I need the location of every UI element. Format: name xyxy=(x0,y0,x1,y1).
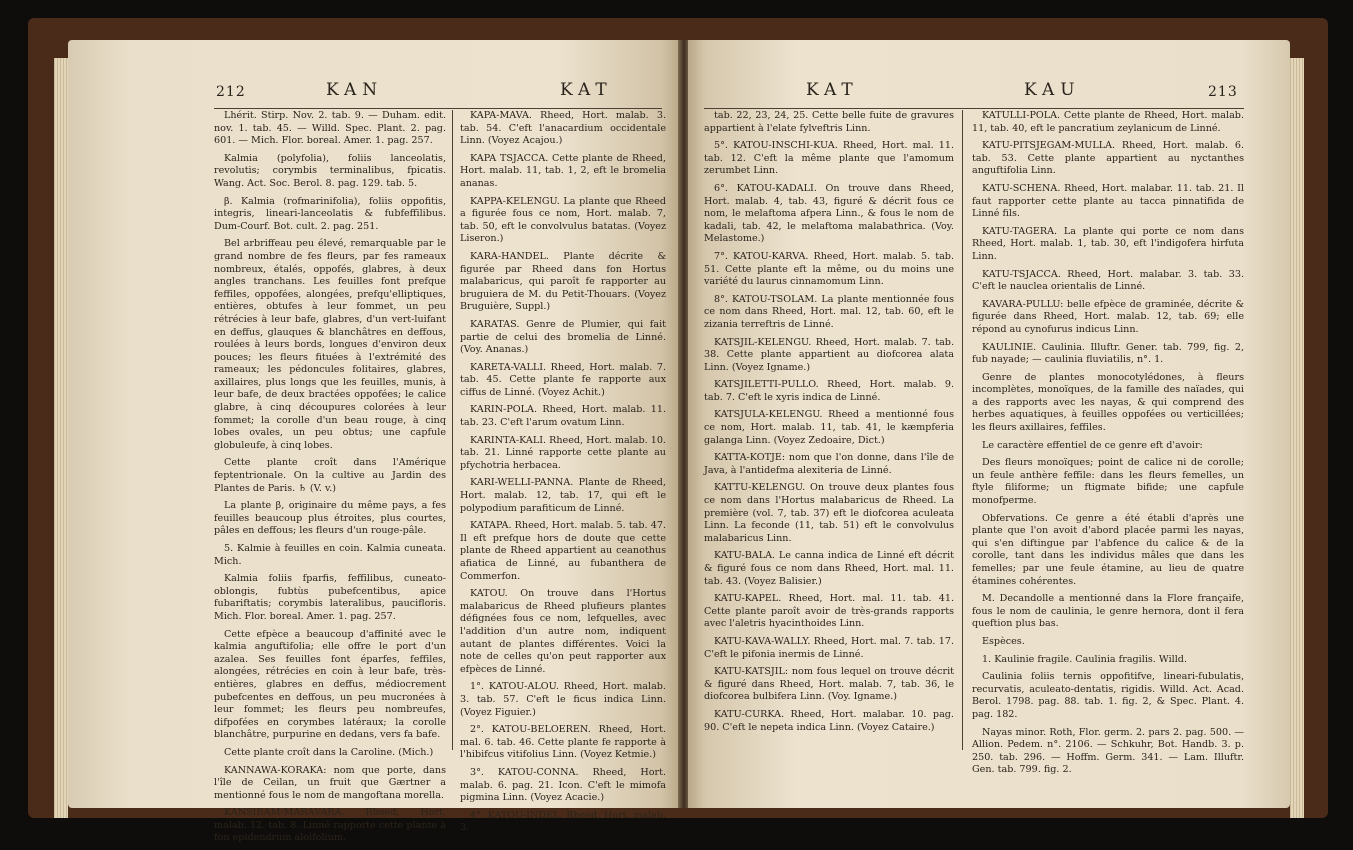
text-paragraph: KATSJULA-KELENGU. Rheed a mentionné fous ce nom, Hort. malab. 11, tab. 41, le kæmpferia galanga Linn. (Voyez Zedoaire, Dict.) xyxy=(704,409,954,446)
text-paragraph: Caulinia foliis ternis oppofitifve, lineari-fubulatis, recurvatis, aculeato-dentatis, rigidis. Willd. Act. Acad. Berol. 1798. pag. 88. tab. 1. fig. 2, & Spec. Plant. 4. pag. 182. xyxy=(972,671,1244,720)
text-paragraph: KATULLI-POLA. Cette plante de Rheed, Hort. malab. 11, tab. 40, eft le pancratium zeylanicum de Linné. xyxy=(972,110,1244,134)
text-paragraph: Le caractère effentiel de ce genre eft d'avoir: xyxy=(982,439,1203,451)
header-word-right: KAU xyxy=(1024,80,1081,100)
text-paragraph: KATU-TAGERA. La plante qui porte ce nom dans Rheed, Hort. malab. 1, tab. 30, eft l'indigofera hirfuta Linn. xyxy=(972,225,1244,262)
page-number-left: 212 xyxy=(216,84,246,100)
text-paragraph: Cette plante croît dans la Caroline. (Mich.) xyxy=(224,746,434,758)
text-paragraph: 8°. KATOU-TSOLAM. La plante mentionnée fous ce nom dans Rheed, Hort. mal. 12, tab. 60, eft le zizania terreftris de Linné. xyxy=(704,293,954,330)
text-paragraph: Obfervations. Ce genre a été établi d'après une plante que l'on avoit d'abord placée parmi les nayas, qui s'en diftingue par l'abfence du calice & de la corolle, tant dans les individus mâles que dans les femelles; par une feule étamine, au lieu de quatre étamines cohérentes. xyxy=(972,512,1244,587)
left-page-edges xyxy=(54,58,68,818)
left-page-column-1 xyxy=(214,110,446,850)
text-paragraph: KANNAWA-KORAKA: nom que porte, dans l'île de Ceilan, un fruit que Gærtner a mentionné fous le nom de mangoftana morella. xyxy=(214,764,446,801)
text-paragraph: KATU-SCHENA. Rheed, Hort. malabar. 11. tab. 21. Il faut rapporter cette plante au tacca pinnatifida de Linné fils. xyxy=(972,182,1244,220)
text-paragraph: Cette plante croît dans l'Amérique feptentrionale. On la cultive au Jardin des Plantes de Paris. ♄ (V. v.) xyxy=(214,457,446,494)
text-paragraph: KATSJILETTI-PULLO. Rheed, Hort. malab. 9. tab. 7. C'eft le xyris indica de Linné. xyxy=(704,379,954,403)
text-paragraph: 7°. KATOU-KARVA. Rheed, Hort. malab. 5. tab. 51. Cette plante eft la même, ou du moins une variété du laurus cinnamomum Linn. xyxy=(704,250,954,288)
text-paragraph: KATOU. On trouve dans l'Hortus malabaricus de Rheed plufieurs plantes défignées fous ce nom, lefquelles, avec l'addition d'un autre nom, indiquent autant de plantes différentes. Voici la note de celles qu'on peut rapporter aux efpèces de Linné. xyxy=(460,588,666,675)
text-paragraph: KARINTA-KALI. Rheed, Hort. malab. 10. tab. 21. Linné rapporte cette plante au pfychotria herbacea. xyxy=(460,434,666,471)
text-paragraph: KATSJIL-KELENGU. Rheed, Hort. malab. 7. tab. 38. Cette plante appartient au diofcorea alata Linn. (Voyez Igname.) xyxy=(704,336,954,373)
header-rule xyxy=(704,108,1244,109)
text-paragraph: 6°. KATOU-KADALI. On trouve dans Rheed, Hort. malab. 4, tab. 43, figuré & décrit fous ce nom, le melaftoma afpera Linn., & fous le nom de kadali, tab. 42, le melaftoma malabathrica. (Voy. Melastome.) xyxy=(704,182,954,245)
header-word-left: KAN xyxy=(326,80,384,100)
text-paragraph: β. Kalmia (rofmarinifolia), foliis oppofitis, integris, lineari-lanceolatis & fubfeffilibus. Dum-Courf. Bot. cult. 2. pag. 251. xyxy=(214,195,446,232)
column-divider xyxy=(452,110,453,750)
text-paragraph: Espèces. xyxy=(982,635,1025,647)
header-word-left: KAT xyxy=(806,80,859,100)
header-word-right: KAT xyxy=(560,80,613,100)
text-paragraph: Des fleurs monoïques; point de calice ni de corolle; un feule anthère feffile: dans les fleurs femelles, un ftyle filiforme; un ftigmate bifide; une capfule monofperme. xyxy=(972,457,1244,507)
left-page-header xyxy=(68,80,680,110)
text-paragraph: KATU-KAPEL. Rheed, Hort. mal. 11. tab. 41. Cette plante paroît avoir de très-grands rapports avec l'aletris hyacinthoides Linn. xyxy=(704,593,954,630)
right-page-edges xyxy=(1290,58,1304,818)
text-paragraph: KARIN-POLA. Rheed, Hort. malab. 11. tab. 23. C'eft l'arum ovatum Linn. xyxy=(460,404,666,429)
text-paragraph: 1°. KATOU-ALOU. Rheed, Hort. malab. 3. tab. 57. C'eft le ficus indica Linn. (Voyez Figuier.) xyxy=(460,681,666,718)
left-page-column-2 xyxy=(460,110,666,840)
page-number-right: 213 xyxy=(1208,84,1238,100)
text-paragraph: KAVARA-PULLU: belle efpèce de graminée, décrite & figurée dans Rheed, Hort. malab. 12, tab. 69; elle répond au cynofurus indicus Linn. xyxy=(972,298,1244,335)
text-paragraph: 4°. KATOU-INDEL. Rheed, Hort. malab. 3. xyxy=(460,809,666,834)
text-paragraph: 5°. KATOU-INSCHI-KUA. Rheed, Hort. mal. 11. tab. 12. C'eft la même plante que l'amomum zerumbet Linn. xyxy=(704,140,954,177)
text-paragraph: M. Decandolle a mentionné dans la Flore françaife, fous le nom de caulinia, le genre hernora, dont il fera queftion plus bas. xyxy=(972,593,1244,630)
text-paragraph: 5. Kalmie à feuilles en coin. Kalmia cuneata. Mich. xyxy=(214,543,446,567)
text-paragraph: tab. 22, 23, 24, 25. Cette belle fuite de gravures appartient à l'elate fylveftris Linn. xyxy=(704,110,954,134)
text-paragraph: KATU-PITSJEGAM-MULLA. Rheed, Hort. malab. 6. tab. 53. Cette plante appartient au nyctanthes anguftifolia Linn. xyxy=(972,140,1244,177)
right-page-column-2 xyxy=(972,110,1244,782)
text-paragraph: KARA-HANDEL. Plante décrite & figurée par Rheed dans fon Hortus malabaricus, qui paroît fe rapporter au bruguiera de M. du Petit-Thouars. (Voyez Bruguière, Suppl.) xyxy=(460,250,666,313)
text-paragraph: KATU-BALA. Le canna indica de Linné eft décrit & figuré fous ce nom dans Rheed, Hort. mal. 11. tab. 43. (Voyez Balisier.) xyxy=(704,550,954,587)
text-paragraph: KARETA-VALLI. Rheed, Hort. malab. 7. tab. 45. Cette plante fe rapporte aux ciffus de Linné. (Voyez Achit.) xyxy=(460,361,666,398)
text-paragraph: KATTU-KELENGU. On trouve deux plantes fous ce nom dans l'Hortus malabaricus de Rheed. La première (vol. 7, tab. 37) eft le diofcorea aculeata Linn. La feconde (11, tab. 51) eft le convolvulus malabaricus Linn. xyxy=(704,482,954,544)
text-paragraph: 2°. KATOU-BELOEREN. Rheed, Hort. mal. 6. tab. 46. Cette plante fe rapporte à l'hibifcus vitifolius Linn. (Voyez Ketmie.) xyxy=(460,724,666,761)
open-book xyxy=(28,18,1328,844)
text-paragraph: Nayas minor. Roth, Flor. germ. 2. pars 2. pag. 500. — Allion. Pedem. n°. 2106. — Schkuhr, Bot. Handb. 3. p. 250. tab. 296. — Hoffm. Germ. 341. — Lam. Illuftr. Gen. tab. 799. fig. 2. xyxy=(972,726,1244,776)
text-paragraph: KARI-WELLI-PANNA. Plante de Rheed, Hort. malab. 12, tab. 17, qui eft le polypodium parafiticum de Linné. xyxy=(460,477,666,514)
text-paragraph: KATU-KAVA-WALLY. Rheed, Hort. mal. 7. tab. 17. C'eft le pifonia inermis de Linné. xyxy=(704,635,954,660)
text-paragraph: Genre de plantes monocotylédones, à fleurs incomplètes, monoïques, de la famille des naïades, qui a des rapports avec les nayas, & qui comprend des herbes aquatiques, à feuilles oppofées ou verticillées; les fleurs axillaires, feffiles. xyxy=(972,371,1244,434)
text-paragraph: Kalmia foliis fparfis, feffilibus, cuneato-oblongis, fubtùs pubefcentibus, apice fubariftatis; corymbis lateralibus, paucifloris. Mich. Flor. boreal. Amer. 1. pag. 257. xyxy=(214,573,446,622)
text-paragraph: Kalmia (polyfolia), foliis lanceolatis, revolutis; corymbis terminalibus, fpicatis. Wang. Act. Soc. Berol. 8. pag. 129. tab. 5. xyxy=(214,152,446,189)
text-paragraph: Cette efpèce a beaucoup d'affinité avec le kalmia anguftifolia; elle offre le port d'un azalea. Ses feuilles font éparfes, feffiles, alongées, rétrécies en coin à leur bafe, très-entières, glabres en deffus, médiocrement pubefcentes en deffous, un peu mucronées à leur fommet; les fleurs peu nombreufes, difpofées en corymbes latéraux; la corolle blanchâtre, purpurine en dedans, vers fa bafe. xyxy=(214,628,446,741)
text-paragraph: 1. Kaulinie fragile. Caulinia fragilis. Willd. xyxy=(982,653,1187,665)
header-rule xyxy=(214,108,662,109)
text-paragraph: KATU-TSJACCA. Rheed, Hort. malabar. 3. tab. 33. C'eft le nauclea orientalis de Linné. xyxy=(972,268,1244,293)
text-paragraph: KARATAS. Genre de Plumier, qui fait partie de celui des bromelia de Linné. (Voy. Ananas.) xyxy=(460,318,666,356)
text-paragraph: KATTA-KOTJE: nom que l'on donne, dans l'île de Java, à l'antidefma alexiteria de Linné. xyxy=(704,452,954,476)
right-page-column-1 xyxy=(704,110,954,739)
text-paragraph: 3°. KATOU-CONNA. Rheed, Hort. malab. 6. pag. 21. Icon. C'eft le mimofa pigmina Linn. (Voyez Acacie.) xyxy=(460,766,666,804)
text-paragraph: Lhérit. Stirp. Nov. 2. tab. 9. — Duham. edit. nov. 1. tab. 45. — Willd. Spec. Plant. 2. pag. 601. — Mich. Flor. boreal. Amer. 1. pag. 257. xyxy=(214,110,446,147)
column-divider xyxy=(962,110,963,750)
text-paragraph: KAPPA-KELENGU. La plante que Rheed a figurée fous ce nom, Hort. malab. 7, tab. 50, eft le convolvulus batatas. (Voyez Liseron.) xyxy=(460,195,666,245)
right-page-header xyxy=(688,80,1290,110)
text-paragraph: KATU-KATSJIL: nom fous lequel on trouve décrit & figuré dans Rheed, Hort. malab. 7, tab. 36, le diofcorea bulbifera Linn. (Voy. Igname.) xyxy=(704,666,954,703)
text-paragraph: KAPA-MAVA. Rheed, Hort. malab. 3. tab. 54. C'eft l'anacardium occidentale Linn. (Voyez Acajou.) xyxy=(460,110,666,147)
text-paragraph: KANSIRAM-MARAVARA. Rheed, Hort. malab. 12. tab. 8. Linné rapporte cette plante à fon epidendrum aloifolium. xyxy=(214,807,446,844)
text-paragraph: KAULINIE. Caulinia. Illuftr. Gener. tab. 799, fig. 2, fub nayade; — caulinia fluviatilis, n°. 1. xyxy=(972,341,1244,366)
text-paragraph: La plante β, originaire du même pays, a fes feuilles beaucoup plus étroites, plus courtes, pâles en deffous; les fleurs d'un rouge-pâle. xyxy=(214,500,446,537)
text-paragraph: Bel arbriffeau peu élevé, remarquable par le grand nombre de fes fleurs, par fes rameaux nombreux, étalés, oppofés, glabres, à deux angles tranchans. Les feuilles font prefque feffiles, oppofées, alongées, prefqu'elliptiques, entières, obtufes à leur fommet, un peu rétrécies à leur bafe, glabres, d'un vert-luifant en deffus, glauques & blanchâtres en deffous, roulées à leurs bords, longues d'environ deux pouces; les fleurs fituées à l'extrémité des rameaux; les pédoncules folitaires, glabres, axillaires, plus longs que les feuilles, munis, à leur bafe, de deux bractées oppofées; le calice glabre, à cinq découpures colorées à leur fommet; la corolle d'un beau rouge, à cinq lobes ovales, un peu obtus; une capfule globuleufe, à cinq lobes. xyxy=(214,238,446,451)
text-paragraph: KATU-CURKA. Rheed, Hort. malabar. 10. pag. 90. C'eft le nepeta indica Linn. (Voyez Cataire.) xyxy=(704,708,954,733)
text-paragraph: KAPA TSJACCA. Cette plante de Rheed, Hort. malab. 11, tab. 1, 2, eft le bromelia ananas. xyxy=(460,152,666,189)
left-page xyxy=(68,40,680,844)
right-page xyxy=(688,40,1290,808)
text-paragraph: KATAPA. Rheed, Hort. malab. 5. tab. 47. Il eft prefque hors de doute que cette plante de Rheed appartient au ceanothus afiatica de Linné, au fubanthera de Commerfon. xyxy=(460,520,666,582)
